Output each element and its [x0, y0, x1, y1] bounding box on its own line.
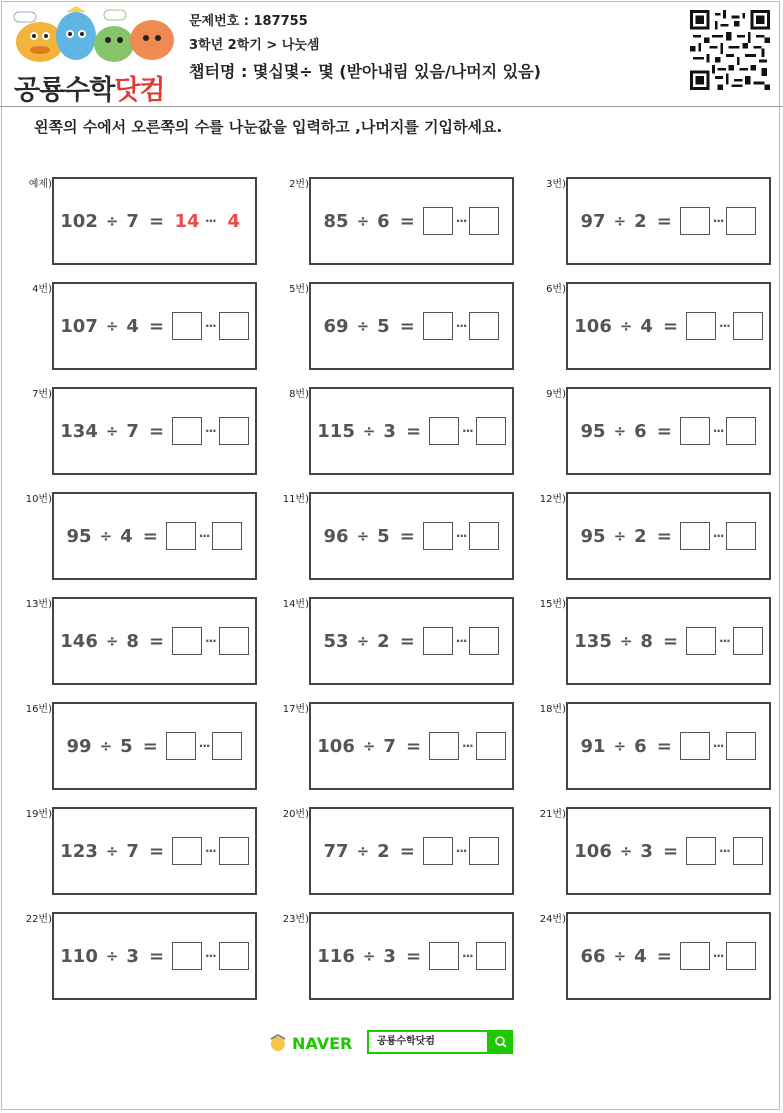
problem-item	[25, 597, 302, 697]
equals-sign: =	[399, 525, 415, 547]
quotient-input[interactable]	[423, 312, 453, 340]
remainder-separator: ···	[205, 319, 216, 333]
remainder-input[interactable]	[469, 522, 499, 550]
remainder-input[interactable]	[726, 522, 756, 550]
quotient-input[interactable]	[172, 627, 202, 655]
dividend: 91	[580, 735, 606, 757]
remainder-separator: ···	[455, 634, 467, 648]
problem-label: 18번)	[539, 704, 566, 715]
problem-label: 9번)	[546, 389, 566, 400]
equation	[309, 282, 514, 370]
divide-sign: ÷	[613, 947, 627, 965]
equals-sign: =	[405, 945, 422, 967]
quotient-input[interactable]	[423, 207, 453, 235]
equation	[566, 597, 771, 685]
remainder-input[interactable]	[219, 837, 249, 865]
divide-sign: ÷	[619, 317, 633, 335]
quotient-input[interactable]	[423, 522, 453, 550]
problem-item	[282, 702, 559, 802]
quotient-input[interactable]	[686, 627, 716, 655]
divisor: 7	[383, 735, 396, 757]
problem-label: 14번)	[282, 599, 309, 610]
search-input[interactable]: 공룡수학닷컴	[367, 1030, 489, 1054]
problem-item	[25, 807, 302, 907]
divisor: 4	[634, 945, 647, 967]
divisor: 5	[120, 735, 133, 757]
divide-sign: ÷	[99, 737, 113, 755]
problem-item	[282, 912, 559, 1012]
divide-sign: ÷	[613, 212, 627, 230]
equation	[52, 387, 257, 475]
dividend: 66	[580, 945, 606, 967]
divide-sign: ÷	[362, 947, 376, 965]
remainder-input[interactable]	[726, 207, 756, 235]
remainder-input[interactable]	[219, 627, 249, 655]
equals-sign: =	[662, 840, 679, 862]
divisor: 4	[120, 525, 133, 547]
equation	[309, 597, 514, 685]
remainder-separator: ···	[205, 424, 216, 438]
problem-item	[539, 702, 783, 802]
equals-sign: =	[405, 420, 422, 442]
divide-sign: ÷	[105, 947, 119, 965]
divisor: 2	[634, 210, 647, 232]
footer-search	[268, 1030, 514, 1056]
divisor: 8	[126, 630, 139, 652]
problem-item	[539, 597, 783, 697]
divide-sign: ÷	[356, 212, 370, 230]
chapter-title: 챕터명 : 몇십몇÷ 몇 (받아내림 있음/나머지 있음)	[189, 62, 541, 81]
remainder-answer: 4	[227, 210, 240, 232]
dividend: 53	[323, 630, 349, 652]
remainder-input[interactable]	[219, 942, 249, 970]
equals-sign: =	[148, 630, 165, 652]
problem-item	[32, 387, 302, 487]
divisor: 6	[377, 210, 390, 232]
problem-label: 6번)	[546, 284, 566, 295]
problem-label: 20번)	[282, 809, 309, 820]
divisor: 8	[640, 630, 653, 652]
remainder-input[interactable]	[733, 837, 763, 865]
problem-label: 2번)	[289, 179, 309, 190]
equals-sign: =	[148, 840, 165, 862]
equation	[566, 177, 771, 265]
divisor: 3	[640, 840, 653, 862]
remainder-separator: ···	[455, 844, 467, 858]
divide-sign: ÷	[619, 842, 633, 860]
remainder-input[interactable]	[219, 417, 249, 445]
divide-sign: ÷	[105, 842, 119, 860]
quotient-input[interactable]	[680, 942, 710, 970]
divisor: 7	[126, 210, 139, 232]
naver-logo	[268, 1030, 352, 1056]
equation	[52, 807, 257, 895]
quotient-input[interactable]	[423, 627, 453, 655]
problem-item	[282, 492, 559, 592]
equation	[309, 387, 514, 475]
quotient-input[interactable]	[166, 522, 196, 550]
problem-item	[289, 387, 559, 487]
remainder-separator: ···	[205, 634, 216, 648]
quotient-input[interactable]	[429, 732, 459, 760]
quotient-input[interactable]	[686, 312, 716, 340]
equation	[52, 702, 257, 790]
dividend: 146	[60, 630, 98, 652]
problem-number: 문제번호 : 187755	[189, 14, 308, 29]
equals-sign: =	[662, 315, 679, 337]
problem-label: 17번)	[282, 704, 309, 715]
equals-sign: =	[399, 630, 415, 652]
equation	[52, 597, 257, 685]
problem-item	[25, 492, 302, 592]
divide-sign: ÷	[105, 212, 119, 230]
divisor: 2	[377, 840, 390, 862]
dividend: 102	[60, 210, 98, 232]
equals-sign: =	[399, 210, 415, 232]
dividend: 85	[323, 210, 349, 232]
problem-item	[539, 912, 783, 1012]
dividend: 110	[60, 945, 98, 967]
equation	[566, 807, 771, 895]
equation	[52, 282, 257, 370]
divisor: 3	[126, 945, 139, 967]
equation	[52, 492, 257, 580]
divide-sign: ÷	[619, 632, 633, 650]
dividend: 97	[580, 210, 606, 232]
problem-label: 예제)	[28, 179, 52, 190]
remainder-separator: ···	[198, 739, 210, 753]
quotient-input[interactable]	[680, 417, 710, 445]
equals-sign: =	[142, 735, 158, 757]
remainder-separator: ···	[205, 214, 216, 228]
dinosaur-mascots-icon	[10, 6, 178, 68]
problem-label: 4번)	[32, 284, 52, 295]
remainder-separator: ···	[462, 949, 473, 963]
equation	[52, 177, 257, 265]
equals-sign: =	[656, 420, 672, 442]
remainder-separator: ···	[462, 739, 473, 753]
equation	[309, 177, 514, 265]
divide-sign: ÷	[613, 737, 627, 755]
divisor: 4	[126, 315, 139, 337]
problem-item	[546, 282, 783, 382]
dividend: 106	[574, 840, 612, 862]
equation	[566, 702, 771, 790]
remainder-separator: ···	[455, 214, 467, 228]
equation	[52, 912, 257, 1000]
dividend: 99	[66, 735, 92, 757]
remainder-separator: ···	[719, 634, 730, 648]
problem-label: 10번)	[25, 494, 52, 505]
remainder-input[interactable]	[469, 207, 499, 235]
remainder-separator: ···	[712, 529, 724, 543]
divisor: 2	[634, 525, 647, 547]
dividend: 106	[317, 735, 355, 757]
remainder-separator: ···	[205, 949, 216, 963]
divisor: 7	[126, 420, 139, 442]
equals-sign: =	[656, 735, 672, 757]
equals-sign: =	[656, 525, 672, 547]
remainder-separator: ···	[719, 844, 730, 858]
problem-item	[25, 912, 302, 1012]
divide-sign: ÷	[105, 317, 119, 335]
equation	[309, 912, 514, 1000]
quotient-input[interactable]	[172, 837, 202, 865]
divide-sign: ÷	[105, 632, 119, 650]
problem-item	[539, 492, 783, 592]
equation	[566, 387, 771, 475]
remainder-input[interactable]	[219, 312, 249, 340]
quotient-input[interactable]	[680, 207, 710, 235]
remainder-input[interactable]	[733, 312, 763, 340]
search-icon	[489, 1030, 513, 1054]
grade-path: 3학년 2학기 > 나눗셈	[189, 38, 320, 53]
problem-label: 21번)	[539, 809, 566, 820]
divide-sign: ÷	[362, 422, 376, 440]
problem-label: 3번)	[546, 179, 566, 190]
equals-sign: =	[148, 210, 165, 232]
dividend: 106	[574, 315, 612, 337]
dividend: 134	[60, 420, 98, 442]
quotient-input[interactable]	[686, 837, 716, 865]
problem-label: 16번)	[25, 704, 52, 715]
problem-label: 11번)	[282, 494, 309, 505]
dividend: 95	[66, 525, 92, 547]
divisor: 3	[383, 420, 396, 442]
remainder-separator: ···	[205, 844, 216, 858]
problem-label: 13번)	[25, 599, 52, 610]
equals-sign: =	[399, 840, 415, 862]
divide-sign: ÷	[356, 632, 370, 650]
equals-sign: =	[405, 735, 422, 757]
divide-sign: ÷	[362, 737, 376, 755]
problem-meta	[189, 10, 541, 84]
remainder-separator: ···	[712, 424, 724, 438]
remainder-input[interactable]	[476, 942, 506, 970]
equals-sign: =	[662, 630, 679, 652]
equation	[309, 807, 514, 895]
problem-item	[25, 702, 302, 802]
problem-item	[289, 177, 559, 277]
quotient-input[interactable]	[680, 522, 710, 550]
remainder-separator: ···	[712, 949, 724, 963]
divisor: 4	[640, 315, 653, 337]
equals-sign: =	[148, 420, 165, 442]
remainder-input[interactable]	[469, 837, 499, 865]
problem-label: 23번)	[282, 914, 309, 925]
logo	[10, 6, 178, 106]
problem-label: 12번)	[539, 494, 566, 505]
equation	[309, 492, 514, 580]
problem-item	[289, 282, 559, 382]
problem-item	[546, 387, 783, 487]
quotient-input[interactable]	[680, 732, 710, 760]
equals-sign: =	[142, 525, 158, 547]
divisor: 6	[634, 735, 647, 757]
remainder-input[interactable]	[726, 942, 756, 970]
instruction: 왼쪽의 수에서 오른쪽의 수를 나눈값을 입력하고 ,나머지를 기입하세요.	[34, 118, 503, 136]
problem-example	[28, 177, 302, 277]
problem-item	[546, 177, 783, 277]
logo-text: 공룡수학닷컴	[14, 75, 165, 106]
remainder-separator: ···	[712, 214, 724, 228]
equation	[566, 912, 771, 1000]
problem-label: 15번)	[539, 599, 566, 610]
quotient-input[interactable]	[166, 732, 196, 760]
divisor: 5	[377, 315, 390, 337]
naver-mascot-icon	[268, 1033, 288, 1053]
remainder-input[interactable]	[212, 522, 242, 550]
divide-sign: ÷	[356, 842, 370, 860]
equals-sign: =	[148, 315, 165, 337]
problem-item	[282, 597, 559, 697]
remainder-input[interactable]	[726, 732, 756, 760]
dividend: 77	[323, 840, 349, 862]
quotient-input[interactable]	[172, 312, 202, 340]
remainder-separator: ···	[462, 424, 473, 438]
divisor: 6	[634, 420, 647, 442]
header	[0, 0, 783, 107]
dividend: 115	[317, 420, 355, 442]
dividend: 116	[317, 945, 355, 967]
divisor: 7	[126, 840, 139, 862]
dividend: 135	[574, 630, 612, 652]
divide-sign: ÷	[613, 422, 627, 440]
qr-code-icon	[690, 10, 770, 90]
equals-sign: =	[399, 315, 415, 337]
problem-label: 8번)	[289, 389, 309, 400]
divide-sign: ÷	[613, 527, 627, 545]
divisor: 3	[383, 945, 396, 967]
quotient-input[interactable]	[172, 417, 202, 445]
problem-label: 7번)	[32, 389, 52, 400]
quotient-input[interactable]	[172, 942, 202, 970]
divisor: 2	[377, 630, 390, 652]
dividend: 69	[323, 315, 349, 337]
dividend: 96	[323, 525, 349, 547]
problem-label: 24번)	[539, 914, 566, 925]
quotient-input[interactable]	[429, 417, 459, 445]
remainder-separator: ···	[455, 319, 467, 333]
equation	[566, 492, 771, 580]
problem-item	[282, 807, 559, 907]
dividend: 95	[580, 420, 606, 442]
quotient-answer: 14	[174, 210, 200, 232]
divide-sign: ÷	[99, 527, 113, 545]
remainder-separator: ···	[719, 319, 730, 333]
equals-sign: =	[656, 945, 672, 967]
quotient-input[interactable]	[423, 837, 453, 865]
naver-wordmark: NAVER	[292, 1033, 353, 1053]
divisor: 5	[377, 525, 390, 547]
dividend: 107	[60, 315, 98, 337]
problem-item	[539, 807, 783, 907]
remainder-input[interactable]	[469, 312, 499, 340]
equals-sign: =	[148, 945, 165, 967]
search-button[interactable]	[489, 1030, 513, 1054]
remainder-input[interactable]	[733, 627, 763, 655]
remainder-separator: ···	[455, 529, 467, 543]
problem-label: 5번)	[289, 284, 309, 295]
divide-sign: ÷	[356, 317, 370, 335]
divide-sign: ÷	[356, 527, 370, 545]
problem-label: 19번)	[25, 809, 52, 820]
equals-sign: =	[656, 210, 672, 232]
dividend: 123	[60, 840, 98, 862]
remainder-separator: ···	[198, 529, 210, 543]
remainder-input[interactable]	[469, 627, 499, 655]
quotient-input[interactable]	[429, 942, 459, 970]
remainder-input[interactable]	[476, 417, 506, 445]
remainder-separator: ···	[712, 739, 724, 753]
equation	[566, 282, 771, 370]
remainder-input[interactable]	[726, 417, 756, 445]
divide-sign: ÷	[105, 422, 119, 440]
equation	[309, 702, 514, 790]
remainder-input[interactable]	[212, 732, 242, 760]
problem-label: 22번)	[25, 914, 52, 925]
dividend: 95	[580, 525, 606, 547]
remainder-input[interactable]	[476, 732, 506, 760]
problem-item	[32, 282, 302, 382]
